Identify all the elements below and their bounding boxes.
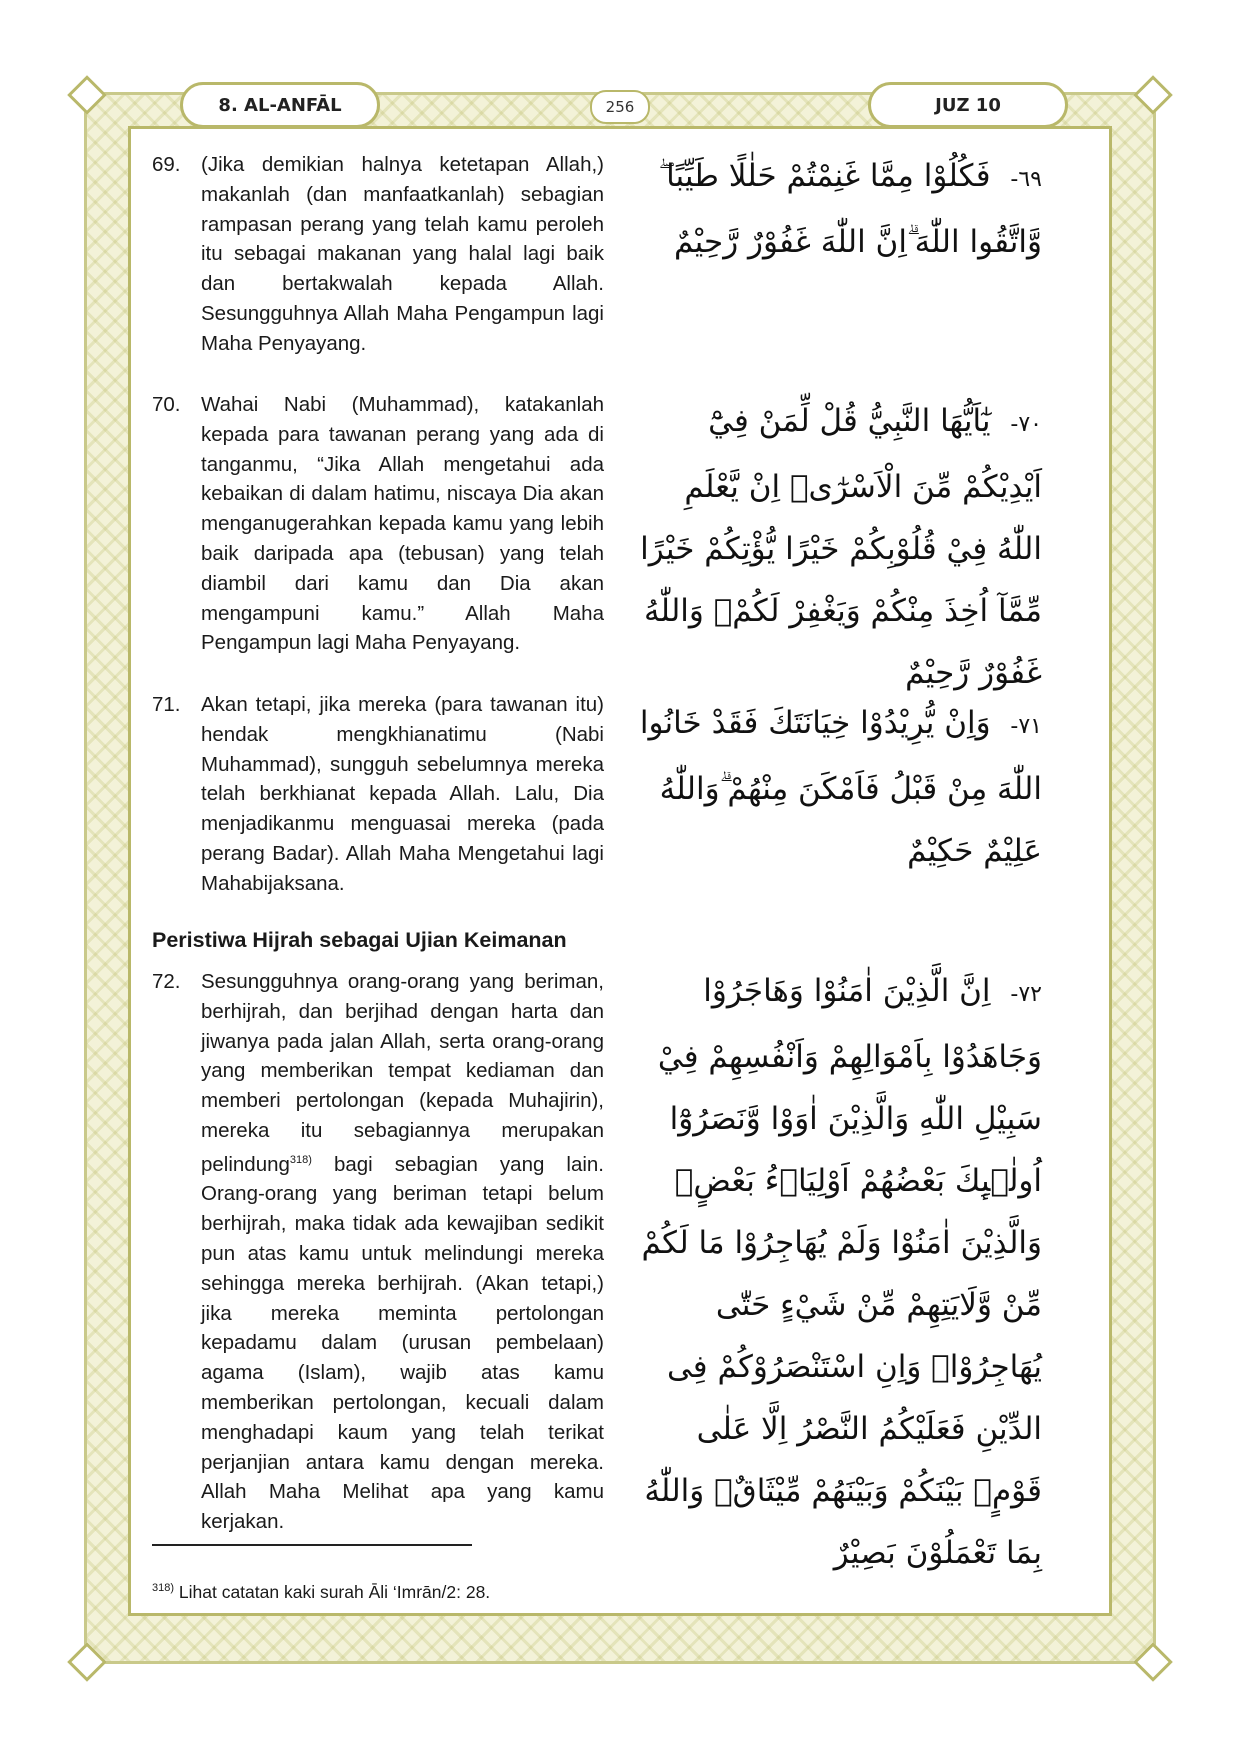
arabic-verse-69	[632, 145, 1042, 273]
arabic-verse-70	[632, 390, 1042, 704]
surah-title: 8. AL-ANFĀL	[180, 82, 380, 128]
footnote-reference[interactable]: 318)	[289, 1153, 312, 1166]
juz-label: JUZ 10	[868, 82, 1068, 128]
arabic-verse-number: ٧١-	[1010, 714, 1042, 739]
translation-part-2: bagi sebagian yang lain. Orang-orang yang beriman tetapi belum berhijrah, maka tidak ada kewajiban sedikit pun atas kamu untuk melindungi mereka sehingga mereka berhijrah. (Akan tetapi,) jika mereka meminta pertolongan kepadamu dalam (urusan pembelaan) agama (Islam), wajib atas kamu memberikan pertolongan, kecuali dalam menghadapi kaum yang telah terikat perjanjian antara kamu dengan mereka. Allah Maha Melihat apa yang kamu kerjakan.	[201, 1152, 604, 1534]
section-heading: Peristiwa Hijrah sebagai Ujian Keimanan	[152, 928, 567, 952]
arabic-verse-number: ٧٢-	[1010, 982, 1042, 1007]
verse-translation	[201, 967, 604, 1537]
arabic-verse-number: ٦٩-	[1010, 167, 1042, 192]
verse-translation: (Jika demikian halnya ketetapan Allah,) makanlah (dan manfaatkanlah) sebagian rampasan perang yang telah kamu peroleh itu sebagai makanan yang halal lagi baik dan bertakwalah kepada Allah. Sesungguhnya Allah Maha Pengampun lagi Maha Penyayang.	[201, 153, 604, 355]
arabic-verse-71	[632, 692, 1042, 882]
verse-70	[152, 390, 604, 658]
arabic-verse-72	[632, 960, 1042, 1584]
verse-translation: Wahai Nabi (Muhammad), katakanlah kepada para tawanan perang yang ada di tanganmu, “Jika Allah mengetahui ada kebaikan di dalam hatimu, niscaya Dia akan menganugerahkan kepada kamu yang lebih baik daripada apa (tebusan) yang telah diambil dari kamu dan Dia akan mengampuni kamu.” Allah Maha Pengampun lagi Maha Penyayang.	[201, 393, 604, 655]
page-number: 256	[590, 90, 650, 124]
arabic-text: اِنَّ الَّذِيْنَ اٰمَنُوْا وَهَاجَرُوْا وَجَاهَدُوْا بِاَمْوَالِهِمْ وَاَنْفُسِهِمْ فِيْ سَبِيْلِ اللّٰهِ وَالَّذِيْنَ اٰوَوْا وَّنَصَرُوْٓا اُولٰۤىِٕكَ بَعْضُهُمْ اَوْلِيَاۤءُ بَعْضٍۗ وَالَّذِيْنَ اٰمَنُوْا وَلَمْ يُهَاجِرُوْا مَا لَكُمْ مِّنْ وَّلَايَتِهِمْ مِّنْ شَيْءٍ حَتّٰى يُهَاجِرُوْاۚ وَاِنِ اسْتَنْصَرُوْكُمْ فِى الدِّيْنِ فَعَلَيْكُمُ النَّصْرُ اِلَّا عَلٰى قَوْمٍۢ بَيْنَكُمْ وَبَيْنَهُمْ مِّيْثَاقٌۗ وَاللّٰهُ بِمَا تَعْمَلُوْنَ بَصِيْرٌ	[641, 973, 1042, 1571]
arabic-text: وَاِنْ يُّرِيْدُوْا خِيَانَتَكَ فَقَدْ خَانُوا اللّٰهَ مِنْ قَبْلُ فَاَمْكَنَ مِنْهُمْ ۗوَاللّٰهُ عَلِيْمٌ حَكِيْمٌ	[639, 705, 1042, 869]
verse-number: 69.	[152, 153, 181, 176]
arabic-text: فَكُلُوْا مِمَّا غَنِمْتُمْ حَلٰلًا طَيِّبًا ۖ وَّاتَّقُوا اللّٰهَ ۗاِنَّ اللّٰهَ غَفُوْرٌ رَّحِيْمٌ	[658, 158, 1042, 260]
verse-number: 71.	[152, 693, 181, 716]
footnote-marker: 318)	[152, 1582, 175, 1595]
footnote	[152, 1582, 490, 1603]
verse-69	[152, 150, 604, 359]
footnote-divider	[152, 1544, 472, 1546]
translation-part-1: Sesungguhnya orang-orang yang beriman, berhijrah, dan berjihad dengan harta dan jiwanya pada jalan Allah, serta orang-orang yang memberikan tempat kediaman dan memberi pertolongan (kepada Muhajirin), mereka itu sebagiannya merupakan pelindung	[201, 970, 604, 1176]
footnote-text: Lihat catatan kaki surah Āli ‘Imrān/2: 28.	[174, 1582, 491, 1602]
verse-71	[152, 690, 604, 899]
verse-translation: Akan tetapi, jika mereka (para tawanan itu) hendak mengkhianatimu (Nabi Muhammad), sungguh sebelumnya mereka telah berkhianat kepada Allah. Lalu, Dia menjadikanmu menguasai mereka (pada perang Badar). Allah Maha Mengetahui lagi Mahabijaksana.	[201, 693, 604, 895]
verse-number: 70.	[152, 393, 181, 416]
verse-72	[152, 967, 604, 1537]
arabic-verse-number: ٧٠-	[1010, 412, 1042, 437]
arabic-text: يٰٓاَيُّهَا النَّبِيُّ قُلْ لِّمَنْ فِيْٓ اَيْدِيْكُمْ مِّنَ الْاَسْرٰٓىۙ اِنْ يَّعْلَمِ اللّٰهُ فِيْ قُلُوْبِكُمْ خَيْرًا يُّؤْتِكُمْ خَيْرًا مِّمَّآ اُخِذَ مِنْكُمْ وَيَغْفِرْ لَكُمْۗ وَاللّٰهُ غَفُوْرٌ رَّحِيْمٌ	[640, 403, 1042, 691]
verse-number: 72.	[152, 970, 181, 993]
